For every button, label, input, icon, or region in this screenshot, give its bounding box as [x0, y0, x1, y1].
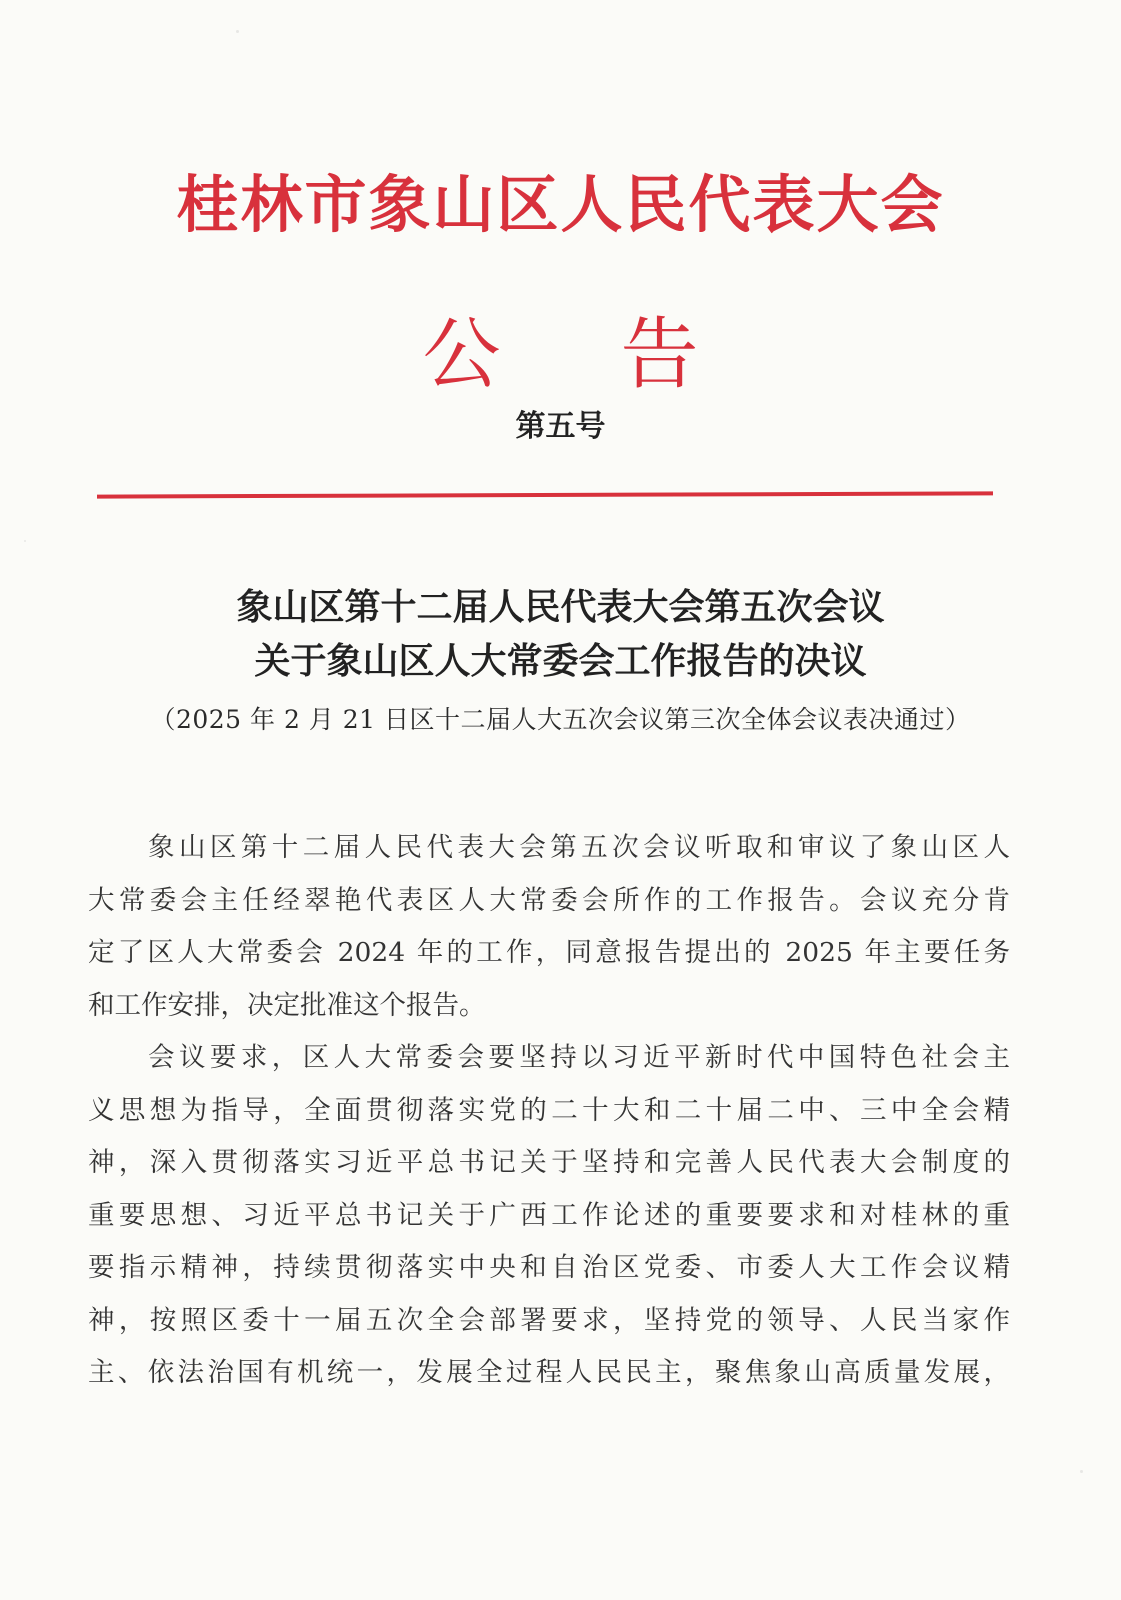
document-type-heading: [0, 305, 1121, 405]
paragraph-2-line: 义思想为指导，全面贯彻落实党的二十大和二十届二中、三中全会精: [88, 1094, 1010, 1126]
scan-speck: [24, 540, 26, 542]
issuing-organization-title: 桂林市象山区人民代表大会: [176, 168, 945, 241]
red-separator-line: [97, 491, 993, 498]
paragraph-2-line: 神，深入贯彻落实习近平总书记关于坚持和完善人民代表大会制度的: [88, 1147, 1010, 1178]
resolution-title-line-2: 关于象山区人大常委会工作报告的决议: [254, 640, 867, 682]
paragraph-1-line: 大常委会主任经翠艳代表区人大常委会所作的工作报告。会议充分肯: [88, 884, 1010, 916]
paragraph-1-line: 和工作安排，决定批准这个报告。: [88, 989, 486, 1021]
paragraph-2-line: 会议要求，区人大常委会要坚持以习近平新时代中国特色社会主: [148, 1042, 1010, 1073]
paragraph-1-line: 象山区第十二届人民代表大会第五次会议听取和审议了象山区人: [148, 832, 1010, 863]
document-body: [88, 822, 1010, 1400]
paragraph-1-line: 定了区人大常委会 2024 年的工作，同意报告提出的 2025 年主要任务: [88, 937, 1010, 968]
paragraph-2-line: 重要思想、习近平总书记关于广西工作论述的重要要求和对桂林的重: [88, 1199, 1010, 1231]
paragraph-2-line: 神，按照区委十一届五次全会部署要求，坚持党的领导、人民当家作: [88, 1304, 1010, 1336]
paragraph-2-line: 要指示精神，持续贯彻落实中央和自治区党委、市委人大工作会议精: [88, 1252, 1010, 1283]
document-type-char-1: 公: [422, 310, 501, 400]
scan-speck: [236, 30, 239, 33]
resolution-subtitle: （2025 年 2 月 21 日区十二届人大五次会议第三次全体会议表决通过）: [150, 705, 971, 734]
document-type-char-2: 告: [620, 310, 699, 400]
document-number: 第五号: [515, 409, 606, 444]
scan-speck: [1080, 1470, 1083, 1473]
paragraph-2-line: 主、依法治国有机统一，发展全过程人民民主，聚焦象山高质量发展，: [88, 1357, 1010, 1388]
resolution-title-line-1: 象山区第十二届人民代表大会第五次会议: [236, 586, 885, 628]
